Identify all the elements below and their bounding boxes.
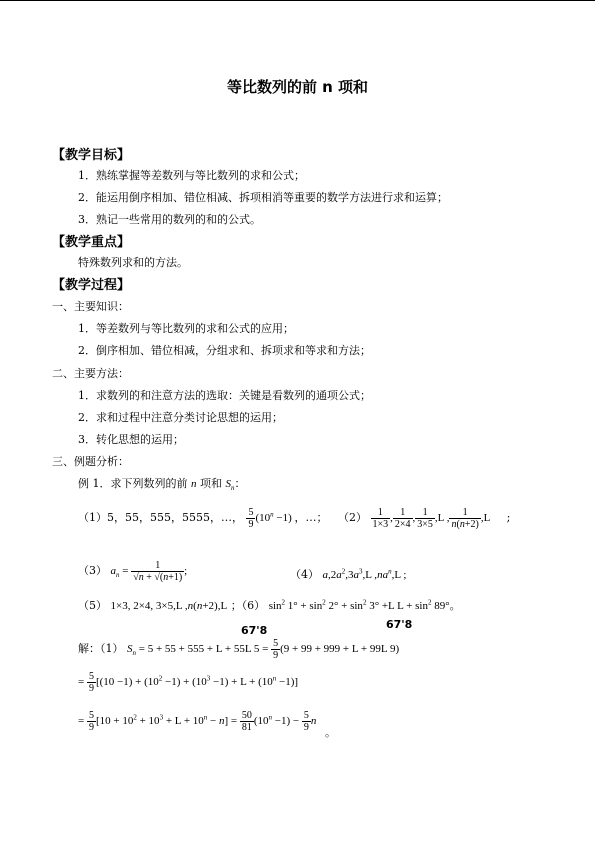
brace-annotation-2: 67'8: [386, 618, 413, 631]
brace-annotation-1: 67'8: [241, 624, 268, 637]
example-mid: 项和: [200, 477, 222, 490]
goal-item-1: 1．熟练掌握等差数列与等比数列的求和公式；: [78, 169, 305, 182]
example-1-heading: [78, 475, 246, 492]
end-mark: 。: [325, 726, 336, 739]
part2-item-2: 2．求和过程中注意分类讨论思想的运用；: [78, 411, 283, 424]
example-item-2: （2） $\frac{1}{1\times 3}$ , $\frac{1}{2\times 4}$ , $\frac{1}{3\times 5}$ ,L , $\frac{1}{n(n+2)}$ ,L ;: [338, 507, 511, 530]
item6-formula: $\sin^2 1^\circ + \sin^2 2^\circ + \sin^2 3^\circ +L$ $L + \sin^2 89^\circ$。: [268, 598, 461, 612]
example-item-5: [78, 597, 461, 613]
item5-label: （5）: [78, 599, 107, 612]
focus-heading: 【教学重点】: [52, 235, 131, 250]
item1-suffix: ，…；: [294, 511, 328, 525]
item1-formula: $\frac{5}{9}$ $(10^n -1)$: [248, 507, 295, 530]
item4-label: （4）: [290, 568, 319, 581]
goal-item-3: 3．熟记一些常用的数列的和的公式。: [78, 213, 261, 226]
part1-label: 一、主要知识：: [52, 300, 129, 313]
item2-formula: $\frac{1}{1\times 3}$ , $\frac{1}{2\times 4}$ , $\frac{1}{3\times 5}$ ,L , $\frac{1}{n(n+2)}$ ,L: [372, 507, 493, 530]
part3-label: 三、例题分析：: [52, 455, 129, 468]
item6-label: ；（6）: [230, 599, 266, 612]
solution-line-1: [78, 638, 399, 661]
focus-text: 特殊数列求和的方法。: [78, 256, 188, 269]
example-item-4: （4） $a,2a^2,3a^3,L$ $,na^n,L$ ;: [290, 567, 407, 581]
part2-item-3: 3．转化思想的运用；: [78, 433, 184, 446]
example-item-1: [78, 507, 328, 530]
solution-formula-1: $S_n = 5 + 55 + 555 + L + 55L$ 5 = $\frac{5}{9}$ (9 + 99 + 999 + L + 99L 9): [127, 638, 400, 661]
process-heading: 【教学过程】: [52, 278, 131, 293]
example-suffix: ：: [234, 477, 246, 490]
item5-formula: 1×3, 2×4, 3×5,L ,n(n+2),L: [110, 600, 228, 612]
solution-line-3: [78, 710, 316, 733]
item4-formula: a: [322, 569, 328, 581]
example-item-3: [78, 560, 187, 583]
item2-label: （2）: [338, 511, 367, 525]
solution-formula-3: = $\frac{5}{9}$ $[10 + 10^2 + 10^3 + L + 10^n - n]$ = $\frac{50}{81}$ $(10^n -1)$ − $\frac{5}{9}$ n: [78, 710, 317, 733]
item1-prefix: （1）5，55，555，5555，…，: [78, 511, 243, 525]
part1-item-2: 2．倒序相加、错位相减，分组求和、拆项求和等求和方法；: [78, 344, 371, 357]
example-prefix: 例 1．求下列数列的前: [78, 477, 188, 490]
top-border-line: [0, 0, 595, 1]
solution-line-2: [78, 671, 298, 694]
goals-heading: 【教学目标】: [52, 148, 131, 163]
part2-label: 二、主要方法：: [52, 367, 129, 380]
page-title: 等比数列的前 n 项和: [226, 78, 369, 96]
math-sn: $S_n$: [225, 478, 235, 493]
part2-item-1: 1．求数列的和注意方法的选取：关键是看数列的通项公式；: [78, 389, 371, 402]
solution-formula-2: = $\frac{5}{9}$ $[(10 -1) + (10^2 -1) + (10^3 -1) + L + (10^n -1)]$: [78, 671, 299, 694]
item3-label: （3）: [78, 564, 107, 578]
item3-formula: $a_n$ = $\frac{1}{√n + √(n+1)}$ ;: [110, 560, 188, 583]
solution-label: 解：（1）: [78, 642, 124, 656]
math-n: n: [191, 478, 197, 490]
part1-item-1: 1．等差数列与等比数列的求和公式的应用；: [78, 322, 294, 335]
goal-item-2: 2．能运用倒序相加、错位相减、拆项相消等重要的数学方法进行求和运算；: [78, 191, 448, 204]
